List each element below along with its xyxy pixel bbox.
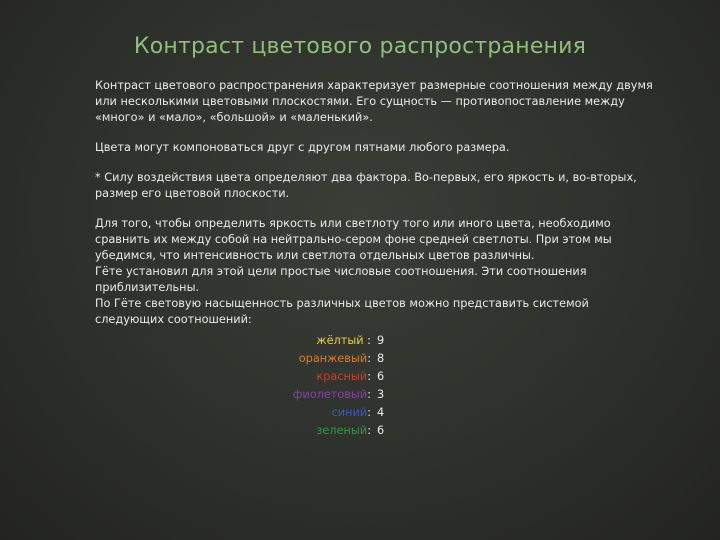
slide-body — [95, 78, 655, 440]
ratio-value: 9 — [377, 334, 385, 347]
ratio-row — [95, 368, 655, 386]
slide-title: Контраст цветового распространения — [133, 34, 587, 59]
paragraph-brightness: Для того, чтобы определить яркость или светлоту того или иного цвета, необходимо сравнить их между собой на нейтрально-сером фоне средней светлоты. При этом мы убедимся, что интенсивность или светлота отдельных цветов различны. — [95, 217, 612, 262]
ratio-row — [95, 386, 655, 404]
ratio-color-name: зеленый: — [316, 424, 371, 437]
ratio-color-name: синий: — [331, 406, 371, 419]
ratio-row — [95, 350, 655, 368]
ratio-value: 8 — [377, 352, 385, 365]
ratio-color-name: жёлтый : — [316, 334, 371, 347]
paragraph-definition: Контраст цветового распространения характеризует размерные соотношения между двумя или несколькими цветовыми плоскостями. Его сущность — противопоставление между «много» и «мало», «большой» и «маленький». — [95, 79, 653, 124]
ratio-value: 6 — [377, 370, 385, 383]
ratio-color-name: оранжевый: — [298, 352, 371, 365]
paragraph-composition: Цвета могут компоноваться друг с другом пятнами любого размера. — [95, 141, 510, 154]
ratio-color-name: красный: — [316, 370, 371, 383]
ratio-color-name: фиолетовый: — [292, 388, 371, 401]
ratio-row — [95, 404, 655, 422]
paragraph-system: По Гёте световую насыщенность различных цветов можно представить системой следующих соотношений: — [95, 297, 589, 326]
ratio-value: 3 — [377, 388, 385, 401]
ratio-row — [95, 422, 655, 440]
color-ratio-list — [95, 332, 655, 440]
ratio-row — [95, 332, 655, 350]
ratio-value: 4 — [377, 406, 385, 419]
ratio-value: 6 — [377, 424, 385, 437]
paragraph-factors: * Силу воздействия цвета определяют два фактора. Во-первых, его яркость и, во-вторых, размер его цветовой плоскости. — [95, 171, 637, 200]
paragraph-goethe: Гёте установил для этой цели простые числовые соотношения. Эти соотношения приблизительны. — [95, 265, 587, 294]
